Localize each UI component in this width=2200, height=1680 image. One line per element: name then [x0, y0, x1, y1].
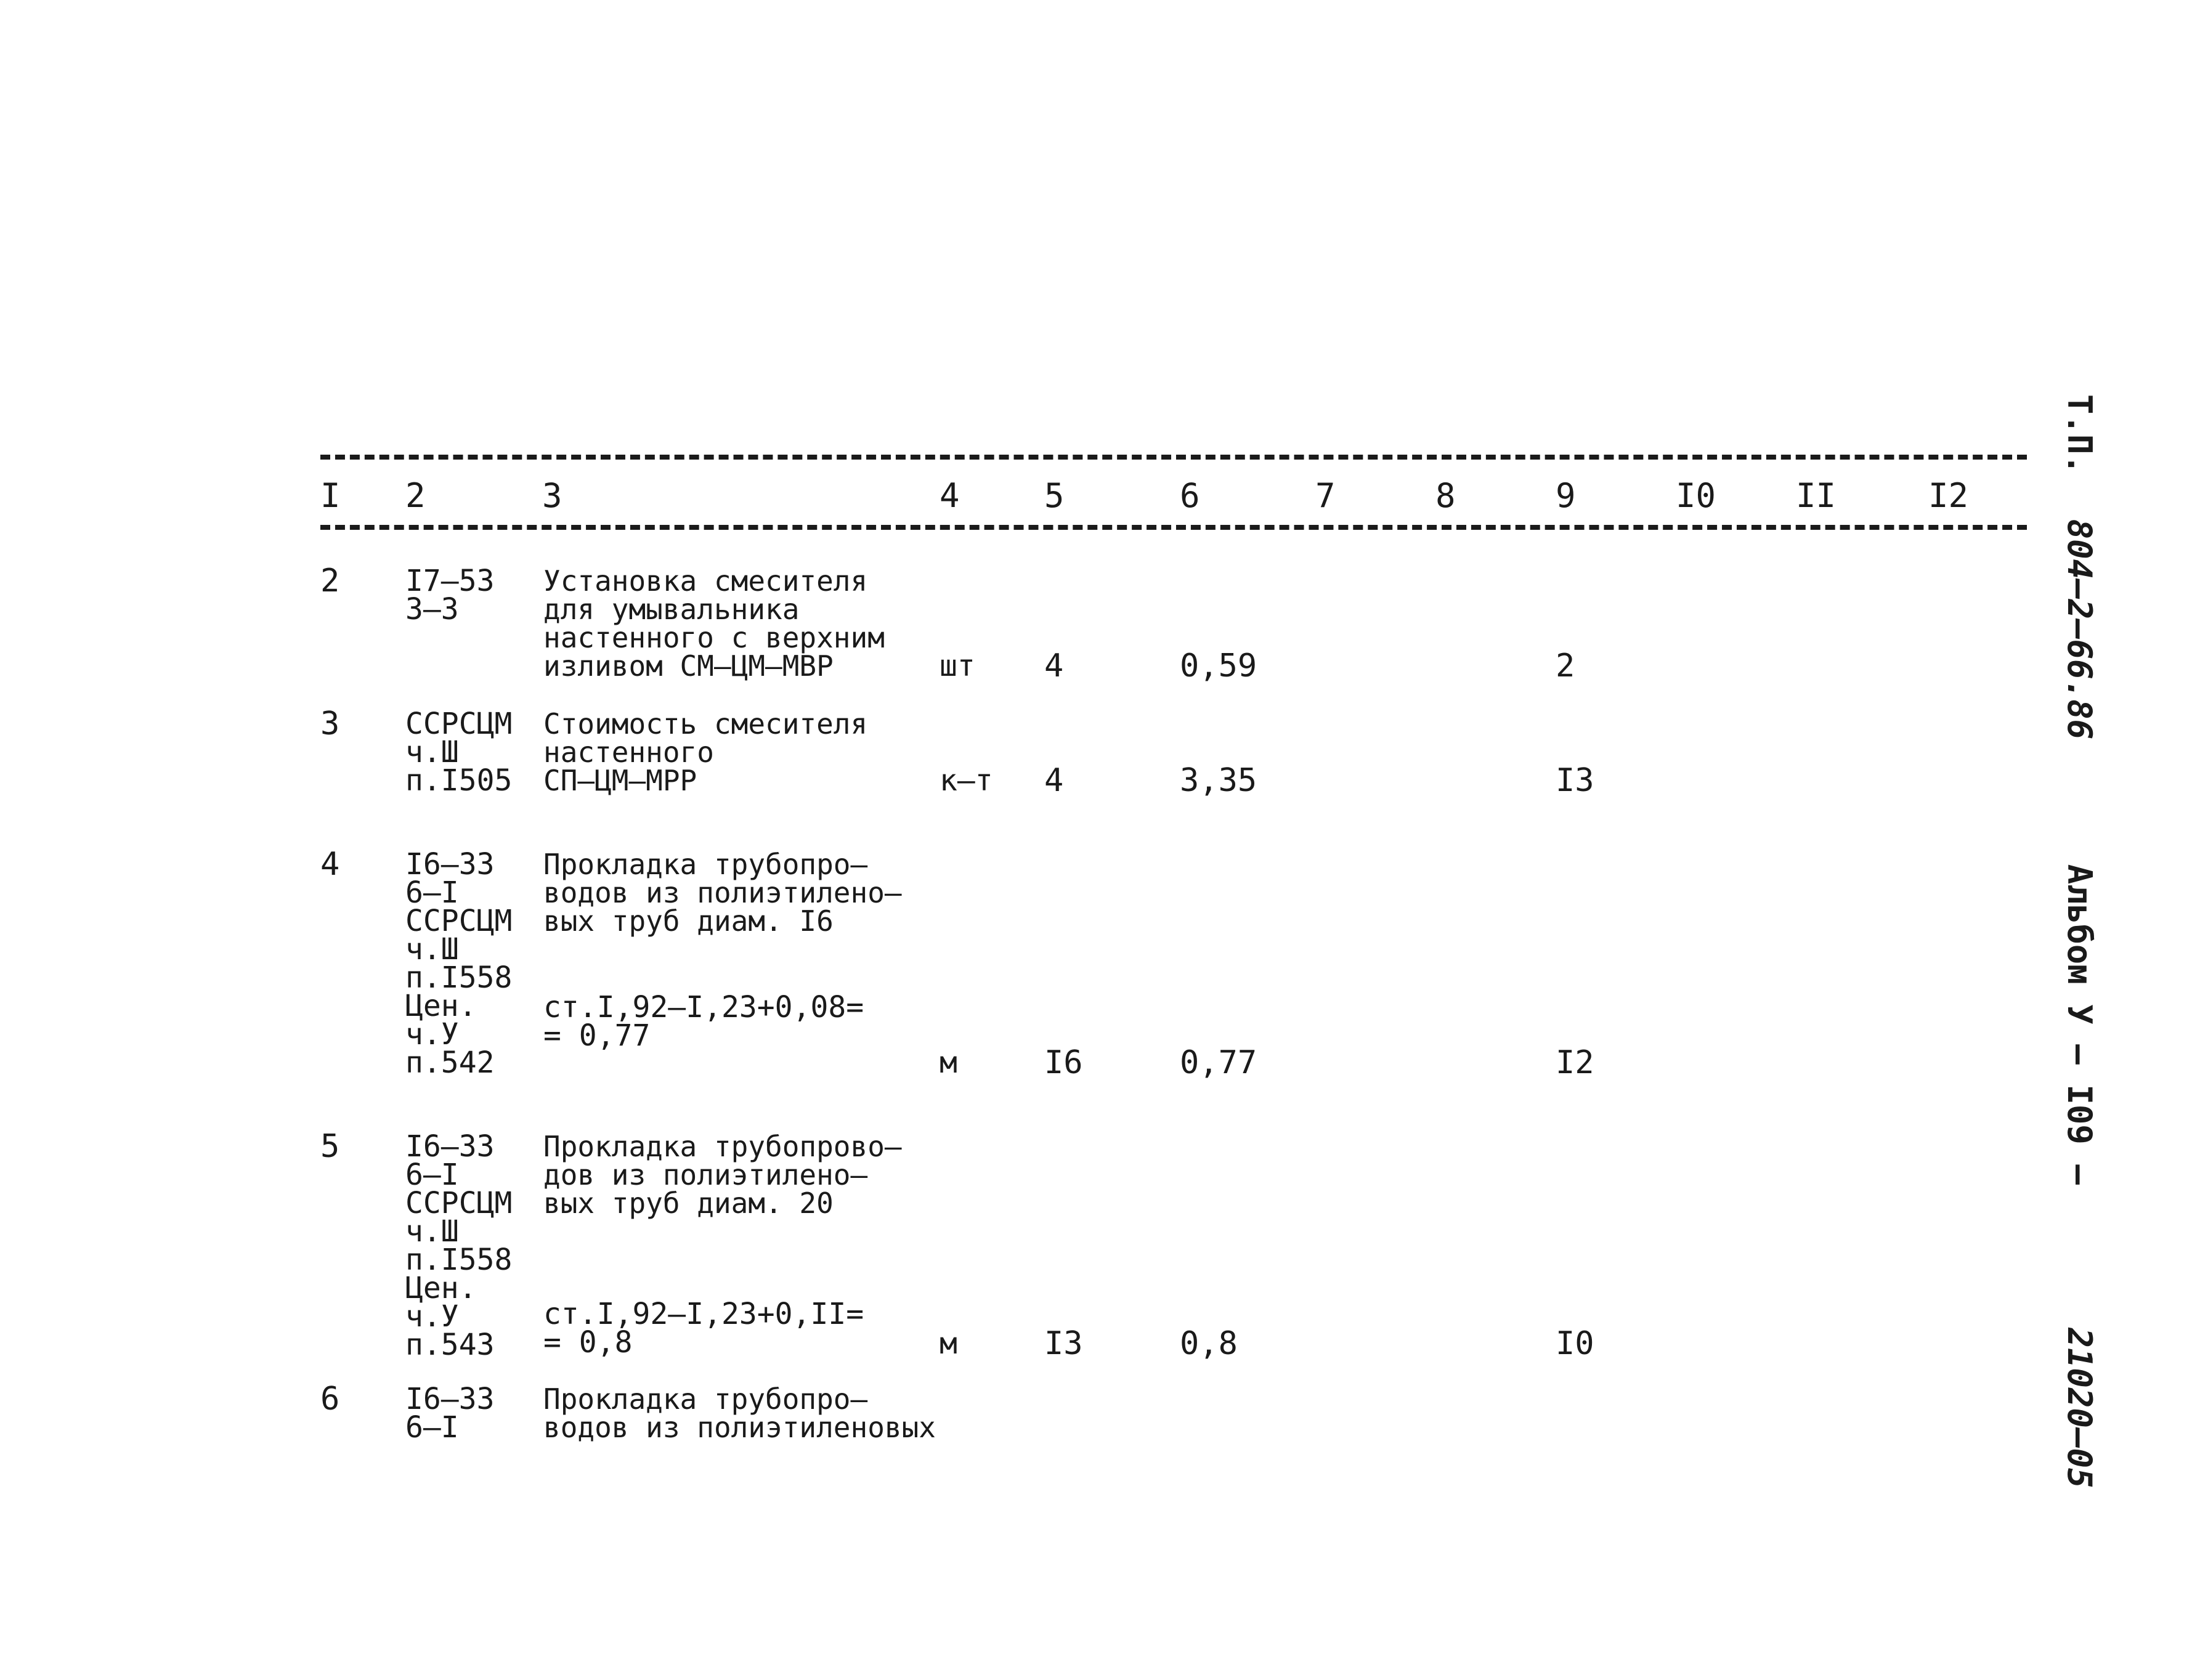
row-quantity: 4: [1044, 647, 1064, 684]
row-total: 2: [1556, 647, 1575, 684]
row-calculation: ст.I,92–I,23+0,II= = 0,8: [543, 1297, 864, 1360]
header-col-8: 8: [1435, 476, 1456, 515]
row-code: I6–33 6–I ССРСЦМ ч.Ш п.I558 Цен. ч.У п.543: [405, 1129, 513, 1362]
row-unit: шт: [940, 649, 975, 683]
row-number: 6: [320, 1381, 340, 1418]
row-price: 0,77: [1180, 1044, 1257, 1081]
side-project-label: Т.П.: [2060, 394, 2099, 475]
side-sheet-number: 21020–05: [2060, 1328, 2099, 1488]
header-top-rule: [320, 455, 2027, 460]
header-col-6: 6: [1180, 476, 1200, 515]
header-bottom-rule: [320, 525, 2027, 530]
header-col-7: 7: [1315, 476, 1336, 515]
row-unit: м: [940, 1326, 957, 1361]
header-col-1: I: [320, 476, 341, 515]
row-price: 0,8: [1180, 1325, 1238, 1362]
row-unit: м: [940, 1045, 957, 1080]
row-description: Прокладка трубопро– водов из полиэтилено– вых труб диам. I6: [543, 848, 902, 938]
row-number: 4: [320, 846, 340, 883]
header-col-10: I0: [1676, 476, 1716, 515]
side-album: Альбом У – I09 –: [2060, 864, 2099, 1185]
header-col-11: II: [1796, 476, 1837, 515]
row-description: Прокладка трубопрово– дов из полиэтилено– вых труб диам. 20: [543, 1130, 902, 1220]
row-unit: к–т: [940, 763, 993, 798]
row-number: 2: [320, 562, 340, 599]
side-stamp-text: [2052, 394, 2107, 1488]
row-quantity: 4: [1044, 762, 1064, 799]
row-calculation: ст.I,92–I,23+0,08= = 0,77: [543, 990, 864, 1053]
header-col-3: 3: [542, 476, 562, 515]
row-price: 3,35: [1180, 762, 1257, 799]
row-code: ССРСЦМ ч.Ш п.I505: [405, 707, 513, 798]
row-quantity: I3: [1044, 1325, 1083, 1362]
header-col-2: 2: [405, 476, 426, 515]
header-col-4: 4: [940, 476, 960, 515]
row-description: Стоимость смесителя настенного СП–ЦМ–МРР: [543, 707, 868, 797]
header-col-9: 9: [1556, 476, 1576, 515]
side-stamp: [2052, 394, 2107, 1488]
row-description: Прокладка трубопро– водов из полиэтиленовых: [543, 1382, 936, 1444]
side-project-code: 804–2–66.86: [2060, 519, 2099, 740]
row-code: I6–33 6–I ССРСЦМ ч.Ш п.I558 Цен. ч.У п.542: [405, 847, 513, 1080]
row-quantity: I6: [1044, 1044, 1083, 1081]
row-total: I0: [1556, 1325, 1594, 1362]
row-number: 3: [320, 705, 340, 742]
row-code: I7–53 3–3: [405, 564, 495, 627]
header-col-5: 5: [1044, 476, 1065, 515]
row-number: 5: [320, 1128, 340, 1165]
row-total: I3: [1556, 762, 1594, 799]
row-price: 0,59: [1180, 647, 1257, 684]
row-code: I6–33 6–I: [405, 1382, 495, 1445]
row-total: I2: [1556, 1044, 1594, 1081]
header-col-12: I2: [1928, 476, 1969, 515]
row-description: Установка смесителя для умывальника настенного с верхним изливом СМ–ЦМ–МВР: [543, 564, 885, 683]
